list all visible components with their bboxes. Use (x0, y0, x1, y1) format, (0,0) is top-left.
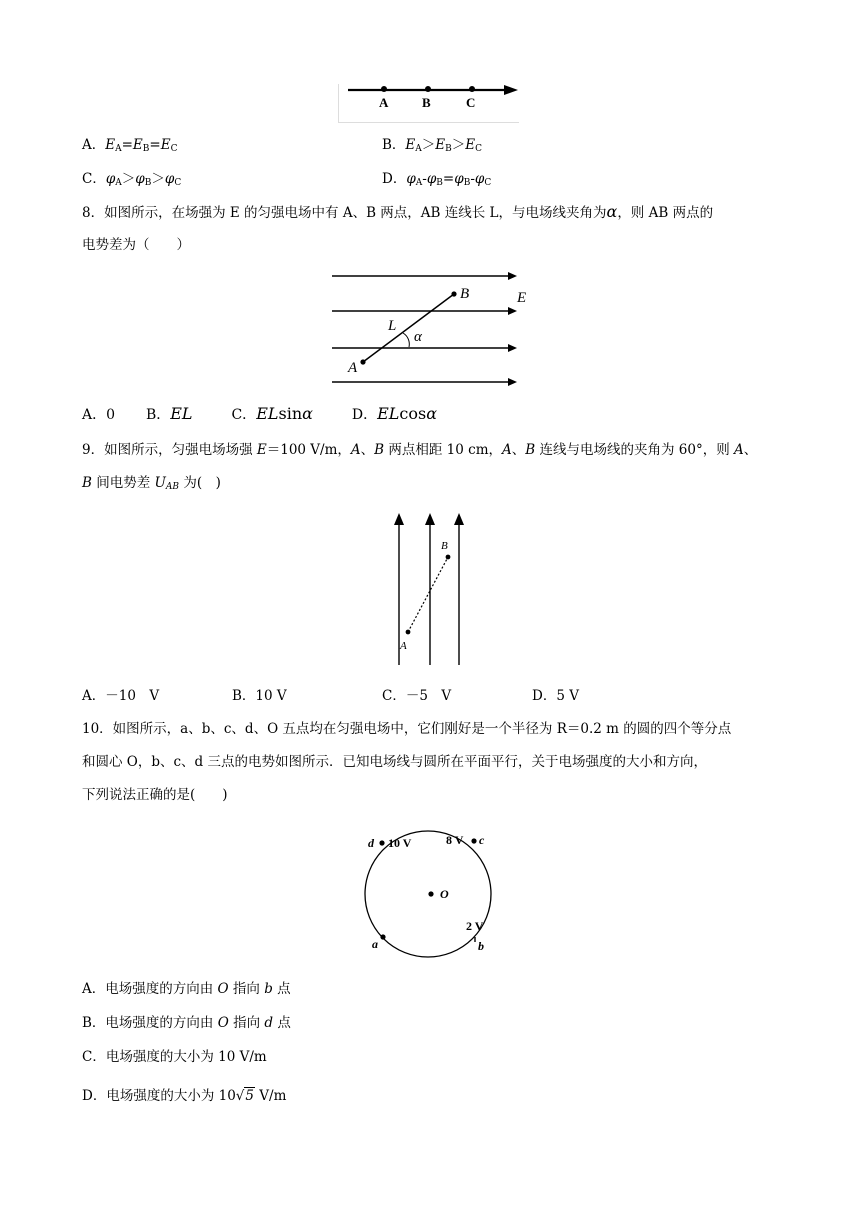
q9-option-c: C．－5 V (382, 688, 452, 704)
q7-option-a: A．$E_A=E_B=E_C$ (82, 137, 178, 154)
q10-label-o: O (440, 887, 449, 901)
q8-option-d: D．ELcosα (351, 404, 438, 423)
q10-label-d-potential: 10 V (388, 836, 412, 850)
q10-stem-line2: 和圆心 O，b、c、d 三点的电势如图所示．已知电场线与圆所在平面平行，关于电场强度的大小和方向， (82, 754, 707, 770)
q8-stem-line2: 电势差为（ ） (82, 237, 190, 253)
q10-stem-line3: 下列说法正确的是( ) (82, 787, 228, 803)
q10-point-c (471, 838, 476, 843)
q8-label-e: E (517, 290, 527, 306)
q8-option-b: B．EL (145, 404, 193, 423)
q10-option-a: A．电场强度的方向由 O 指向 b 点 (82, 981, 291, 997)
q7-figure (338, 82, 522, 124)
q8-options (82, 404, 437, 425)
q7-option-b: B．$E_A>E_B>E_C$ (382, 137, 483, 154)
q8-option-a: A．0 (82, 407, 116, 423)
q7-option-d: D．$\varphi_A-\varphi_B=\varphi_B-\varphi_C$ (382, 171, 492, 188)
q8-label-alpha: α (414, 329, 422, 345)
q9-label-b: B (441, 540, 448, 552)
q7-field-line (338, 82, 522, 124)
q9-option-b: B．10 V (232, 688, 287, 704)
q9-option-d: D．5 V (532, 688, 579, 704)
q10-label-b: b (478, 939, 484, 953)
q10-option-b: B．电场强度的方向由 O 指向 d 点 (82, 1015, 291, 1031)
q7-label-c: C (466, 95, 476, 110)
q10-point-o (428, 891, 433, 896)
q10-label-d: d (368, 836, 374, 850)
q10-stem-line1: 10．如图所示，a、b、c、d、O 五点均在匀强电场中，它们刚好是一个半径为 R＝0.2 m 的圆的四个等分点 (82, 721, 732, 737)
q10-label-b-potential: 2 V (466, 919, 484, 933)
q7-label-a: A (379, 95, 389, 110)
q7-point-a (381, 86, 387, 92)
q10-label-c-potential: 8 V (446, 833, 464, 847)
q10-point-a (380, 934, 385, 939)
q9-figure (388, 510, 478, 670)
q8-figure (330, 268, 550, 388)
q9-option-a: A．－10 V (82, 688, 160, 704)
q8-stem-line1: 8．如图所示，在场强为 E 的匀强电场中有 A、B 两点，AB 连线长 L，与电场线夹角为α，则 AB 两点的 (82, 202, 714, 221)
q7-point-b (425, 86, 431, 92)
q8-label-l: L (388, 318, 397, 334)
q8-point-a (360, 359, 365, 364)
q10-point-d (379, 840, 384, 845)
q10-figure (358, 828, 518, 958)
q7-option-c: C．$\varphi_A>\varphi_B>\varphi_C$ (82, 171, 182, 188)
q8-label-b: B (460, 286, 470, 302)
q9-label-a: A (400, 640, 407, 652)
q9-point-a (406, 630, 411, 635)
q8-point-b (451, 291, 456, 296)
q10-option-c: C．电场强度的大小为 10 V/m (82, 1049, 267, 1065)
q8-label-a: A (348, 360, 358, 376)
q10-option-d: D．电场强度的大小为 10√5 V/m (82, 1088, 287, 1104)
q8-option-c: C．ELsinα (231, 404, 313, 423)
q9-stem-line2: B 间电势差 $U_{AB}$ 为( ) (82, 475, 221, 492)
q7-label-b: B (422, 95, 431, 110)
q7-point-c (469, 86, 475, 92)
sqrt-symbol: √5 (235, 1088, 254, 1104)
q10-label-a: a (372, 937, 378, 951)
q10-label-c: c (479, 833, 485, 847)
q9-stem-line1: 9．如图所示，匀强电场场强 E＝100 V/m，A、B 两点相距 10 cm，A、B 连线与电场线的夹角为 60°，则 A、 (82, 442, 758, 458)
q9-point-b (446, 555, 451, 560)
